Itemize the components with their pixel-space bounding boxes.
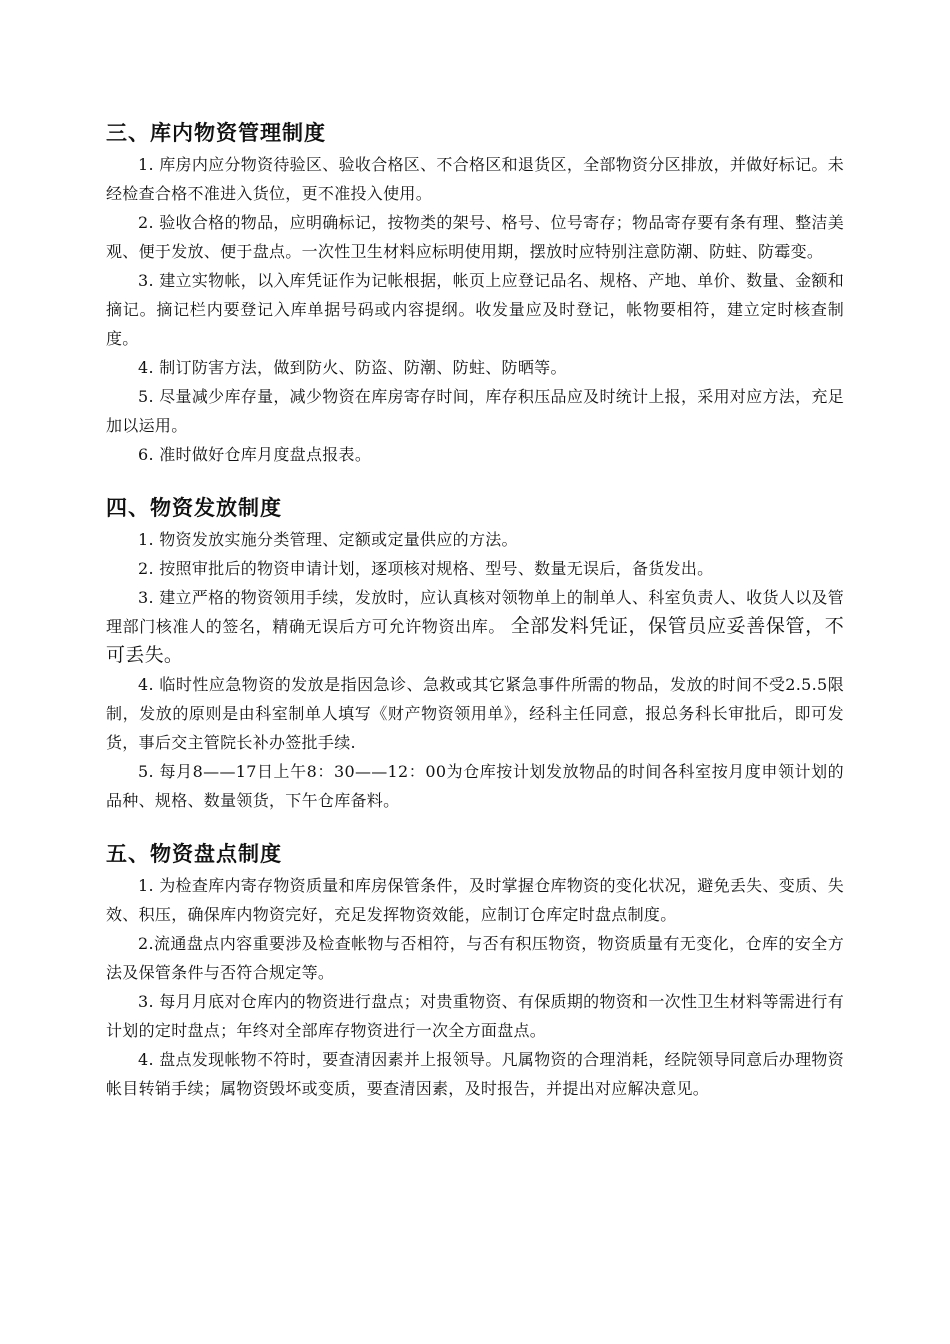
- paragraph: 5. 尽量减少库存量，减少物资在库房寄存时间，库存积压品应及时统计上报，采用对应方法，充足加以运用。: [106, 387, 844, 435]
- paragraph: 2. 按照审批后的物资申请计划，逐项核对规格、型号、数量无误后，备货发出。: [138, 559, 714, 578]
- paragraph-tail-large: 全部发料凭证，保管员应妥善保管，不可丢失。: [106, 615, 844, 666]
- paragraph-text: 3. 建立严格的物资领用手续，发放时，应认真核对领物单上的制单人、科室负责人、收货人以及管理部门核准人的签名，精确无误后方可允许物资出库。: [106, 588, 844, 636]
- paragraph: [106, 583, 844, 670]
- section-heading: 四、物资发放制度: [106, 496, 282, 520]
- paragraph: 3. 每月月底对仓库内的物资进行盘点；对贵重物资、有保质期的物资和一次性卫生材料等需进行有计划的定时盘点；年终对全部库存物资进行一次全方面盘点。: [106, 992, 844, 1040]
- section-heading: 三、库内物资管理制度: [106, 121, 326, 145]
- paragraph: 2. 验收合格的物品，应明确标记，按物类的架号、格号、位号寄存；物品寄存要有条有理、整洁美观、便于发放、便于盘点。一次性卫生材料应标明使用期，摆放时应特别注意防潮、防蛀、防霉变。: [106, 213, 844, 261]
- document-page: [106, 118, 844, 1103]
- paragraph: 1. 物资发放实施分类管理、定额或定量供应的方法。: [138, 530, 518, 549]
- paragraph: 4. 临时性应急物资的发放是指因急诊、急救或其它紧急事件所需的物品，发放的时间不受2.5.5限制，发放的原则是由科室制单人填写《财产物资领用单》，经科主任同意，报总务科长审批后，即可发货，事后交主管院长补办签批手续.: [106, 675, 844, 752]
- paragraph: 1. 库房内应分物资待验区、验收合格区、不合格区和退货区，全部物资分区排放，并做好标记。未经检查合格不准进入货位，更不准投入使用。: [106, 155, 844, 203]
- paragraph: 6. 准时做好仓库月度盘点报表。: [138, 445, 372, 464]
- paragraph: 4. 盘点发现帐物不符时，要查清因素并上报领导。凡属物资的合理消耗，经院领导同意后办理物资帐目转销手续；属物资毁坏或变质，要查清因素，及时报告，并提出对应解决意见。: [106, 1050, 844, 1098]
- section-inventory: [106, 839, 844, 1103]
- section-spacer: [106, 815, 844, 839]
- paragraph: 3. 建立实物帐，以入库凭证作为记帐根据，帐页上应登记品名、规格、产地、单价、数量、金额和摘记。摘记栏内要登记入库单据号码或内容提纲。收发量应及时登记，帐物要相符，建立定时核查制度。: [106, 271, 844, 348]
- paragraph: 4. 制订防害方法，做到防火、防盗、防潮、防蛀、防晒等。: [138, 358, 567, 377]
- section-warehouse-management: [106, 118, 844, 469]
- section-spacer: [106, 469, 844, 493]
- paragraph: 5. 每月8——17日上午8：30——12：00为仓库按计划发放物品的时间各科室按月度申领计划的品种、规格、数量领货，下午仓库备料。: [106, 762, 844, 810]
- section-heading: 五、物资盘点制度: [106, 842, 282, 866]
- section-distribution: [106, 493, 844, 815]
- paragraph: 2.流通盘点内容重要涉及检查帐物与否相符，与否有积压物资，物资质量有无变化，仓库的安全方法及保管条件与否符合规定等。: [106, 934, 844, 982]
- paragraph: 1. 为检查库内寄存物资质量和库房保管条件，及时掌握仓库物资的变化状况，避免丢失、变质、失效、积压，确保库内物资完好，充足发挥物资效能，应制订仓库定时盘点制度。: [106, 876, 844, 924]
